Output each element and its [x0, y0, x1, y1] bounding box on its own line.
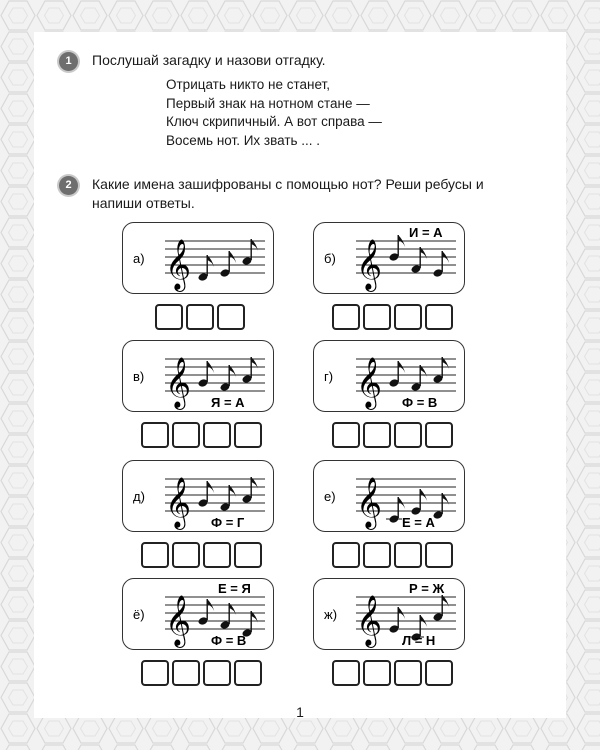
puzzle-label: ж) [324, 607, 338, 622]
answer-letter-box[interactable] [141, 422, 169, 448]
hint-top: Р = Ж [409, 581, 445, 596]
puzzle-label: а) [133, 251, 145, 266]
answer-letter-box[interactable] [425, 542, 453, 568]
task-1 [34, 32, 566, 162]
treble-clef-icon: 𝄞 [356, 357, 383, 408]
note-фа [220, 365, 237, 392]
poem-line: Ключ скрипичный. А вот справа — [166, 114, 382, 129]
answer-letter-box[interactable] [141, 660, 169, 686]
note-фа [411, 247, 428, 274]
note-фа [220, 485, 237, 512]
hint-top: И = А [409, 225, 443, 240]
answer-letter-box[interactable] [332, 660, 360, 686]
poem-line: Отрицать никто не станет, [166, 77, 330, 92]
answer-letter-box[interactable] [363, 660, 391, 686]
instruction-line: напиши ответы. [92, 195, 195, 211]
puzzle-card [313, 578, 465, 650]
note-ля [242, 477, 259, 504]
hint-bottom: Я = А [211, 395, 245, 410]
answer-letter-box[interactable] [363, 422, 391, 448]
puzzle-label: е) [324, 489, 336, 504]
note-ля [242, 357, 259, 384]
treble-clef-icon: 𝄞 [165, 477, 192, 528]
puzzle-label: г) [324, 369, 334, 384]
answer-boxes [332, 422, 455, 448]
answer-letter-box[interactable] [172, 542, 200, 568]
instruction-line: Какие имена зашифрованы с помощью нот? Реши ребусы и [92, 176, 484, 192]
hint-bottom: Ф = Г [211, 515, 245, 530]
puzzle-label: д) [133, 489, 145, 504]
task-2-instruction [92, 175, 552, 213]
answer-letter-box[interactable] [217, 304, 245, 330]
puzzle-card [313, 340, 465, 412]
note-ми [220, 251, 237, 278]
answer-letter-box[interactable] [363, 304, 391, 330]
answer-letter-box[interactable] [425, 422, 453, 448]
task-1-instruction: Послушай загадку и назови отгадку. [92, 52, 326, 68]
note-соль [389, 361, 406, 388]
puzzle-card [313, 222, 465, 294]
answer-letter-box[interactable] [203, 660, 231, 686]
answer-letter-box[interactable] [155, 304, 183, 330]
answer-letter-box[interactable] [425, 660, 453, 686]
worksheet-page [34, 32, 566, 718]
answer-letter-box[interactable] [394, 422, 422, 448]
answer-letter-box[interactable] [332, 304, 360, 330]
puzzle-card [313, 460, 465, 532]
answer-letter-box[interactable] [172, 660, 200, 686]
task-number-badge: 2 [59, 176, 78, 195]
poem-line: Первый знак на нотном стане — [166, 95, 370, 111]
answer-boxes [141, 422, 264, 448]
treble-clef-icon: 𝄞 [356, 239, 383, 290]
note-фа [411, 365, 428, 392]
puzzle-label: в) [133, 369, 145, 384]
page-number: 1 [296, 704, 304, 720]
puzzle-label: ё) [133, 607, 145, 622]
puzzle-card [122, 460, 274, 532]
answer-letter-box[interactable] [186, 304, 214, 330]
answer-boxes [155, 304, 247, 330]
riddle-poem [166, 76, 382, 150]
note-ля [242, 239, 259, 266]
note-ми [411, 489, 428, 516]
note-ми [389, 607, 406, 634]
answer-letter-box[interactable] [394, 542, 422, 568]
note-фа [220, 603, 237, 630]
note-ля [433, 595, 450, 622]
treble-clef-icon: 𝄞 [356, 595, 383, 646]
hint-bottom: Е = А [402, 515, 435, 530]
answer-letter-box[interactable] [425, 304, 453, 330]
note-си [389, 235, 406, 262]
note-соль [198, 361, 215, 388]
answer-letter-box[interactable] [394, 304, 422, 330]
answer-letter-box[interactable] [172, 422, 200, 448]
puzzle-label: б) [324, 251, 336, 266]
answer-boxes [332, 304, 455, 330]
answer-letter-box[interactable] [332, 422, 360, 448]
answer-letter-box[interactable] [363, 542, 391, 568]
answer-letter-box[interactable] [394, 660, 422, 686]
hint-bottom: Л = Н [402, 633, 436, 648]
poem-line: Восемь нот. Их звать ... . [166, 132, 321, 148]
note-ля [433, 357, 450, 384]
hint-bottom: Ф = В [211, 633, 247, 648]
answer-letter-box[interactable] [234, 660, 262, 686]
hint-bottom: Ф = В [402, 395, 438, 410]
answer-letter-box[interactable] [234, 422, 262, 448]
answer-letter-box[interactable] [234, 542, 262, 568]
answer-letter-box[interactable] [332, 542, 360, 568]
answer-letter-box[interactable] [203, 542, 231, 568]
answer-boxes [141, 542, 264, 568]
hint-top: Е = Я [218, 581, 251, 596]
note-ми [433, 251, 450, 278]
answer-boxes [332, 542, 455, 568]
note-ре [198, 255, 215, 282]
treble-clef-icon: 𝄞 [165, 239, 192, 290]
task-number-badge: 1 [59, 52, 78, 71]
puzzle-card [122, 222, 274, 294]
puzzle-card [122, 578, 274, 650]
note-ре [433, 493, 450, 520]
answer-boxes [332, 660, 455, 686]
answer-letter-box[interactable] [203, 422, 231, 448]
note-соль [198, 481, 215, 508]
puzzle-card [122, 340, 274, 412]
answer-boxes [141, 660, 264, 686]
treble-clef-icon: 𝄞 [356, 477, 383, 528]
note-соль [198, 599, 215, 626]
answer-letter-box[interactable] [141, 542, 169, 568]
treble-clef-icon: 𝄞 [165, 357, 192, 408]
treble-clef-icon: 𝄞 [165, 595, 192, 646]
